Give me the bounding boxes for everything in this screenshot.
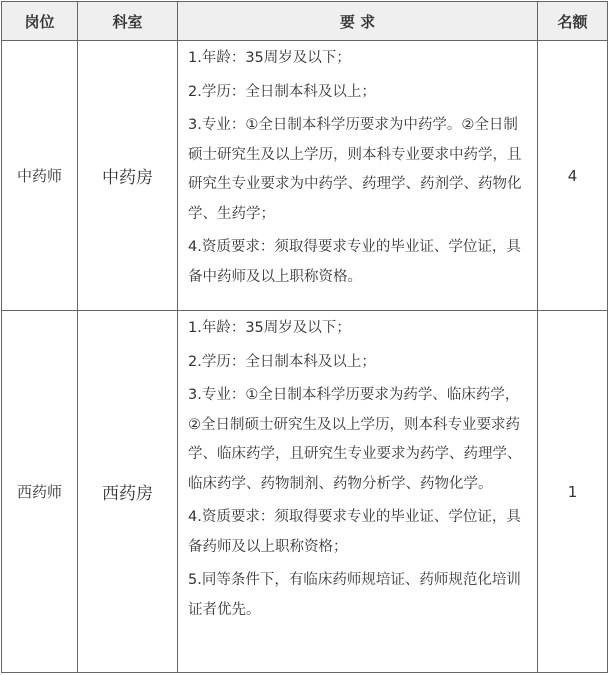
count-cell: 1: [538, 311, 608, 673]
header-dept: 科室: [78, 2, 178, 41]
dept-cell: 中药房: [78, 41, 178, 311]
header-row: [2, 2, 608, 41]
requirements-cell: [178, 311, 538, 673]
requirement-item: 1.年龄：35周岁及以下；: [188, 50, 351, 66]
requirements-cell: [178, 41, 538, 311]
table-row: [2, 41, 608, 311]
post-cell: 中药师: [2, 41, 78, 311]
post-cell: 西药师: [2, 311, 78, 673]
requirement-item: 2.学历：全日制本科及以上；: [188, 353, 376, 370]
requirement-item: 4.资质要求：须取得要求专业的毕业证、学位证，具备药师及以上职称资格；: [188, 509, 521, 555]
requirement-item: 3.专业：①全日制本科学历要求为中药学。②全日制硕士研究生及以上学历，则本科专业要求中药学，且研究生专业要求为中药学、药理学、药剂学、药物化学、生药学；: [188, 117, 522, 222]
header-requirements: 要 求: [178, 2, 538, 41]
requirement-item: 5.同等条件下，有临床药师规培证、药师规范化培训证者优先。: [188, 572, 521, 618]
count-cell: 4: [538, 41, 608, 311]
requirement-item: 4.资质要求：须取得要求专业的毕业证、学位证，具备中药师及以上职称资格。: [188, 239, 521, 285]
header-post: 岗位: [2, 2, 78, 41]
table-row: [2, 311, 608, 673]
dept-cell: 西药房: [78, 311, 178, 673]
requirement-item: 1.年龄：35周岁及以下；: [188, 320, 351, 336]
requirement-item: 2.学历：全日制本科及以上；: [188, 83, 376, 100]
requirement-item: 3.专业：①全日制本科学历要求为药学、临床药学，②全日制硕士研究生及以上学历，则本科专业要求药学、临床药学，且研究生专业要求为药学、药理学、临床药学、药物制剂、药物分析学、药物化学。: [188, 387, 522, 492]
recruitment-table: [1, 1, 608, 673]
header-count: 名额: [538, 2, 608, 41]
